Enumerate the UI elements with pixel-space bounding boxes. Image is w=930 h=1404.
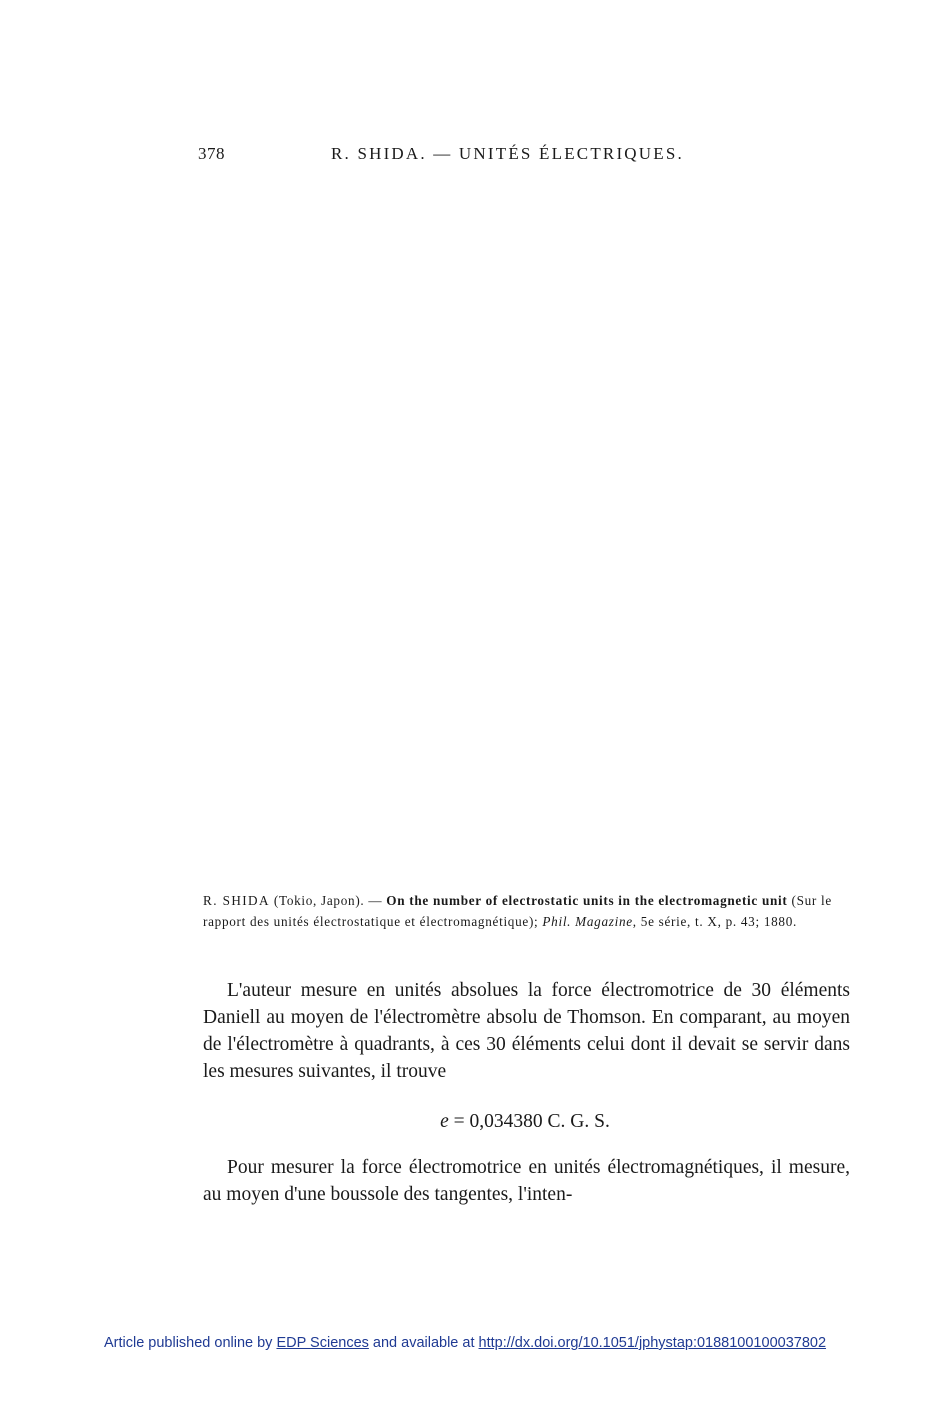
reference-author: R. SHIDA xyxy=(203,893,270,908)
paragraph-1-text: L'auteur mesure en unités absolues la force électromotrice de 30 éléments Daniell au moyen de l'électromètre absolu de Thomson. En comparant, au moyen de l'électromètre à quadrants, à ces 30 éléments celui dont il devait se servir dans les mesures suivantes, il trouve xyxy=(203,980,850,1082)
reference-location: (Tokio, Japon). — xyxy=(269,893,387,908)
page-number: 378 xyxy=(198,144,225,163)
reference-title: On the number of electrostatic units in the electromagnetic unit xyxy=(386,893,788,908)
paragraph-2 xyxy=(203,1154,850,1208)
paragraph-2-text: Pour mesurer la force électromotrice en unités électromagnétiques, il mesure, au moyen d'une boussole des tangentes, l'inten- xyxy=(203,1157,850,1205)
footer-prefix: Article published online by xyxy=(103,1335,277,1351)
publication-footer xyxy=(0,1335,930,1351)
running-head xyxy=(0,144,930,166)
equation xyxy=(0,1111,930,1133)
reference-details: , 5e série, t. X, p. 43; 1880. xyxy=(632,914,798,929)
footer-middle: and available at xyxy=(368,1335,479,1351)
paragraph-1 xyxy=(203,977,850,1085)
article-reference xyxy=(203,890,850,932)
doi-link[interactable]: http://dx.doi.org/10.1051/jphystap:0188100100037802 xyxy=(478,1335,827,1351)
equation-expression: = 0,034380 C. G. S. xyxy=(448,1111,610,1132)
reference-translation: (Sur le rapport des unités électrostatique et électromagnétique); xyxy=(203,893,832,929)
publisher-link[interactable]: EDP Sciences xyxy=(276,1335,369,1351)
equation-variable: e xyxy=(440,1111,449,1132)
reference-journal: Phil. Magazine xyxy=(542,914,633,929)
running-title: R. SHIDA. — UNITÉS ÉLECTRIQUES. xyxy=(331,144,684,163)
